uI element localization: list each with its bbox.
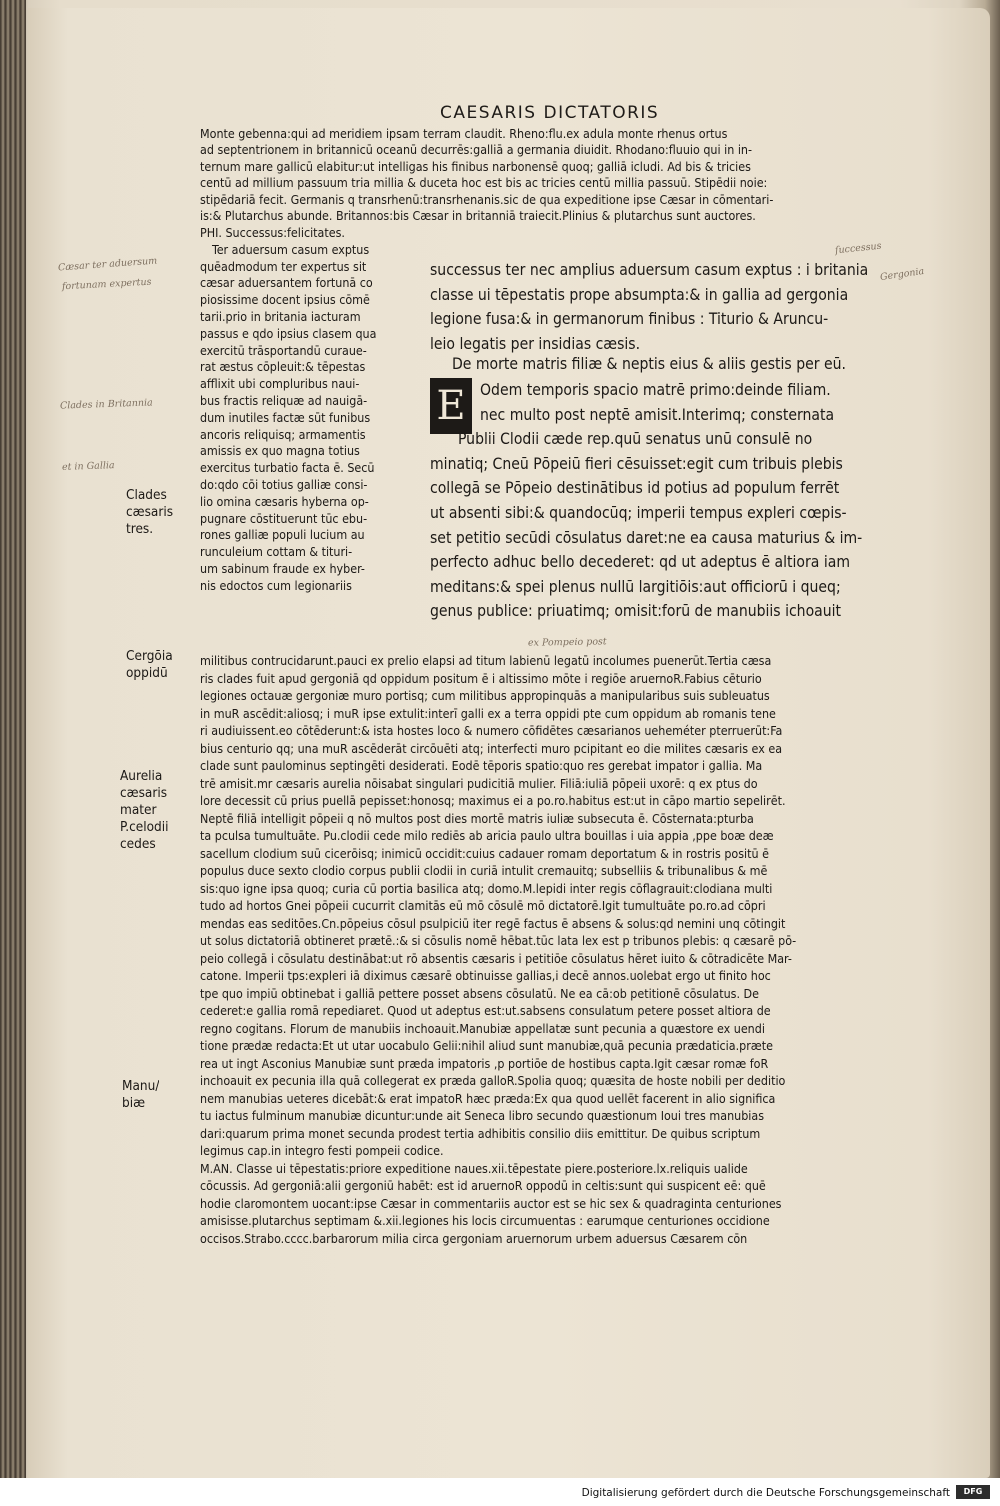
commentary-line: tu iactus fulminum manubiæ dicuntur:unde ait Seneca libro secundo quæstionum Ioui tres manubias bbox=[200, 1108, 765, 1123]
handwritten-note: et in Gallia bbox=[61, 460, 115, 473]
commentary-line: cæsar aduersantem fortunā co bbox=[200, 275, 373, 291]
commentary-line: clade sunt paulominus septingēti desiderati. Eodē tēporis spatio:quo res gerebat impator i gallia. Ma bbox=[200, 758, 763, 773]
margin-note-line: cæsaris bbox=[120, 785, 168, 801]
commentary-line: mendas eas seditōes.Cn.pōpeius cōsul psulpiciū iter regē factus ē absens & solus:qd nemini unq cōtingit bbox=[200, 915, 786, 931]
main-text-top bbox=[430, 258, 942, 356]
commentary-line: ad septentrionem in britannicū oceanū decurrēs:galliā a germania diuidit. Rhodano:fluuio qui in in- bbox=[200, 142, 753, 158]
digitization-footer bbox=[0, 1478, 1000, 1506]
commentary-line: Monte gebenna:qui ad meridiem ipsam terram claudit. Rheno:flu.ex adula monte rhenus ortus bbox=[200, 126, 728, 141]
commentary-line: legimus cap.in integro festi pompeii codice. bbox=[200, 1143, 444, 1158]
commentary-line: rones galliæ populi lucium au bbox=[200, 527, 365, 543]
commentary-line: catone. Imperii tps:expleri iā diximus cæsarē obtinuisse gallias,i decē annos.uolebat ergo ut finito hoc bbox=[200, 968, 771, 983]
commentary-line: exercitū trāsportandū curaue- bbox=[200, 342, 367, 358]
commentary-line: PHI. Successus:felicitates. bbox=[200, 225, 345, 240]
commentary-line: centū ad millium passuum tria millia & duceta hoc est bis ac tricies centū millia passuū. Stipēdii noie: bbox=[200, 175, 768, 191]
margin-note-line: mater bbox=[120, 802, 157, 818]
commentary-line: dari:quarum prima monet secunda prodest tertia adhibitis consilio diis emittitur. De quibus scriptum bbox=[200, 1125, 761, 1141]
commentary-line: nem manubias ueteres dicebāt:& erat impatoR hæc præda:Ex qua quod uellēt facerent in alio significa bbox=[200, 1090, 776, 1106]
commentary-line: runculeium cottam & tituri- bbox=[200, 544, 353, 560]
margin-note-line: biæ bbox=[122, 1095, 146, 1111]
main-text-line: meditans:& spei plenus nullū largitiōis:aut officiorū i queq; bbox=[430, 577, 841, 596]
commentary-top bbox=[200, 126, 940, 224]
main-text-line: minatiq; Cneū Pōpeiū fieri cēsuisset:egit cum tribuis plebis bbox=[430, 454, 843, 473]
margin-note-manubiae bbox=[122, 1078, 159, 1112]
commentary-line: bius centurio qq; una muR ascēderāt circōuēti atq; interfecti muro pcipitant eo die milites cæsaris ex ea bbox=[200, 740, 783, 756]
commentary-line: exercitus turbatio facta ē. Secū bbox=[200, 460, 375, 476]
commentary-line: hodie claromontem uocant:ipse Cæsar in commentariis auctor est se hic sex & quadraginta centuriones bbox=[200, 1195, 782, 1211]
commentary-line: cōcussis. Ad gergoniā:alii gergoniū habēt: est id aruernoR oppodū in celtis:sunt qui suspicent eē: quē bbox=[200, 1178, 766, 1193]
decorated-initial: E bbox=[430, 378, 472, 434]
commentary-line: in muR ascēdit:aliosq; i muR ipse extulit:interī galli ex a terra oppidi pte cum oppidum ab romanis tene bbox=[200, 705, 776, 721]
commentary-line: peio collegā i cōsulatu destinābat:ut rō absentis cæsaris i petitiōe cōsulatus hēret iuito & cōtradicēte Mar- bbox=[200, 950, 792, 966]
commentary-line: militibus contrucidarunt.pauci ex prelio elapsi ad titum labienū legatū incolumes puenerūt.Tertia cæsa bbox=[200, 653, 772, 668]
commentary-line: Neptē filiā intelligit pōpeii q nō multos post dies mortē matris iuliæ subsecuta ē. Cōsternata:pturba bbox=[200, 810, 754, 826]
commentary-line: afflixit ubi compluribus naui- bbox=[200, 376, 360, 392]
commentary-line: tudo ad hortos Gnei pōpeii cucurrit clamitās eū mō cōsulē mō dictatorē.Igit tumultuāte po.ro.ad cōpri bbox=[200, 898, 766, 913]
margin-note-line: Cergōia bbox=[126, 648, 173, 664]
commentary-line: trē amisit.mr cæsaris aurelia nōisabat singulari pudicitiā mulier. Filiā:iuliā pōpeii uxorē: q ex ptus do bbox=[200, 775, 758, 791]
commentary-line: ternum mare gallicū elabitur:ut intelligas his finibus narbonensē quoq; galliā icludi. Ad bis & tricies bbox=[200, 158, 751, 174]
commentary-line: legiones octauæ gergoniæ muro portisq; cum militibus appropinquās a manipularibus suis subleuatus bbox=[200, 688, 770, 703]
commentary-line: occisos.Strabo.cccc.barbarorum milia circa gergoniam aruernorum urbem aduersus Cæsarem cōn bbox=[200, 1230, 748, 1246]
main-text-line: Publii Clodii cæde rep.quū senatus unū consulē no bbox=[458, 430, 813, 449]
handwritten-note: Gergonia bbox=[879, 265, 925, 284]
commentary-line: populus duce sexto clodio corpus publii clodii in curiā intulit cremauitq; subselliis & tribunalibus & mē bbox=[200, 863, 768, 878]
commentary-line: regno cogitans. Florum de manubiis inchoauit.Manubiæ appellatæ sunt pecunia a quæstore ex uendi bbox=[200, 1020, 765, 1036]
commentary-line: um sabinum fraude ex hyber- bbox=[200, 560, 365, 576]
main-text-line: Odem temporis spacio matrē primo:deinde filiam. bbox=[480, 381, 831, 399]
main-text-line: legione fusa:& in germanorum finibus : Titurio & Aruncu- bbox=[430, 310, 829, 329]
commentary-left bbox=[200, 225, 422, 595]
running-head: CAESARIS DICTATORIS bbox=[440, 103, 660, 123]
commentary-line: M.AN. Classe ui tēpestatis:priore expeditione naues.xii.tēpestate piere.posteriore.lx.reliquis ualide bbox=[200, 1160, 748, 1176]
handwritten-note: fortunam expertus bbox=[61, 276, 152, 293]
commentary-line: tarii.prio in britania iacturam bbox=[200, 308, 361, 324]
margin-note-line: cedes bbox=[120, 836, 156, 852]
commentary-line: tione prædæ redacta:Et ut utar uocabulo Gelii:nihil aliud sunt manubiæ,quā pecunia prædaticia.præte bbox=[200, 1038, 773, 1053]
commentary-line: piosissime docent ipsius cōmē bbox=[200, 292, 370, 308]
commentary-line: inchoauit ex pecunia illa quā collegerat ex præda galloR.Spolia quoq; quæsita de hoste nobili per deditio bbox=[200, 1073, 786, 1088]
commentary-line: tpe quo impiū obtinebat i galliā pettere posset absens cōsulatū. Ne ea cā:ob petitionē cōsulatus. De bbox=[200, 985, 759, 1001]
margin-note-clades bbox=[126, 487, 173, 538]
margin-note-line: P.celodii bbox=[120, 819, 169, 835]
main-text-line: nec multo post neptē amisit.Interimq; consternata bbox=[480, 405, 835, 424]
commentary-line: ut solus dictatoriā obtineret prætē.:& si cōsulis nomē hēbat.tūc lata lex est p tribunos plebis: q cæsarē pō- bbox=[200, 933, 797, 948]
main-text-line: perfecto adhuc bello decederet: qd ut adeptus ē altiora iam bbox=[430, 553, 850, 572]
main-text-line: set petitio secūdi cōsulatus daret:ne ea causa maturius & im- bbox=[430, 528, 863, 547]
page-edge bbox=[0, 0, 26, 1480]
margin-note-line: Manu/ bbox=[122, 1078, 160, 1094]
commentary-line: quēadmodum ter expertus sit bbox=[200, 258, 367, 274]
commentary-line: Ter aduersum casum exptus bbox=[212, 241, 370, 257]
commentary-line: ris clades fuit apud gergoniā qd oppidum positum ē i altissimo mōte i regiōe aruernoR.Fabius cēturio bbox=[200, 670, 762, 686]
commentary-line: pugnare cōstituerunt tūc ebu- bbox=[200, 510, 368, 526]
commentary-line: nis edoctos cum legionariis bbox=[200, 577, 352, 593]
funding-notice: Digitalisierung gefördert durch die Deutsche Forschungsgemeinschaft bbox=[581, 1487, 950, 1499]
commentary-line: dum inutiles factæ sūt funibus bbox=[200, 409, 371, 425]
margin-note-aurelia bbox=[120, 768, 169, 853]
chapter-heading: De morte matris filiæ & neptis eius & aliis gestis per eū. bbox=[452, 355, 846, 373]
margin-note-cergonia bbox=[126, 648, 173, 682]
main-text-line: genus publice: priuatimq; omisit:forū de manubiis ichoauit bbox=[430, 602, 842, 621]
handwritten-note: ſuccessus bbox=[834, 240, 883, 257]
commentary-line: do:qdo cōi totius galliæ consi- bbox=[200, 476, 368, 492]
commentary-line: is:& Plutarchus abunde. Britannos:bis Cæsar in britanniā traiecit.Plinius & plutarchus sunt auctores. bbox=[200, 208, 756, 224]
commentary-line: amisisse.plutarchus septimam &.xii.legiones his locis circumuentas : earumque centuriones occidione bbox=[200, 1213, 770, 1228]
margin-note-line: Aurelia bbox=[120, 768, 163, 784]
commentary-line: lio omina cæsaris hyberna op- bbox=[200, 493, 369, 509]
main-text-body bbox=[430, 378, 942, 624]
commentary-line: sacellum clodium suū cicerōisq; inimicū occidit:cuius cadauer romam deportatum & in rostris positū ē bbox=[200, 845, 769, 861]
handwritten-note: ex Pompeio post bbox=[527, 636, 607, 649]
handwritten-note: Clades in Britannia bbox=[59, 397, 153, 412]
commentary-line: lore decessit cū prius puellā pepisset:honosq; maximus ei a po.ro.habitus est:ut in cāpo martio sepelirēt. bbox=[200, 793, 786, 808]
commentary-line: ri audiuissent.eo cōtēderunt:& ista hostes loco & numero cōfidētes cæsarianos ueheméter pterruerūt:Fa bbox=[200, 723, 783, 738]
margin-note-line: tres. bbox=[126, 521, 154, 537]
commentary-line: ta pculsa tumultuāte. Pu.clodii cede milo rediēs ab aricia paulo ultra bouillas i uia appia ,ppe boæ deæ bbox=[200, 828, 774, 843]
dfg-logo: DFG bbox=[956, 1485, 990, 1499]
commentary-line: ancoris reliquisq; armamentis bbox=[200, 426, 366, 442]
commentary-line: sis:quo igne ipsa quoq; curia cū portia basilica atq; domo.M.lepidi inter regis cōflagrauit:clodiana multi bbox=[200, 880, 773, 896]
commentary-line: rea ut ingt Asconius Manubiæ sunt præda impatoris ,p portiōe de hostibus capta.Igit cæsar romæ foR bbox=[200, 1055, 769, 1071]
margin-note-line: Clades bbox=[126, 487, 167, 503]
main-text-line: classe ui tēpestatis prope absumpta:& in gallia ad gergonia bbox=[430, 285, 849, 304]
commentary-line: passus e qdo ipsius clasem qua bbox=[200, 325, 377, 341]
commentary-line: rat æstus cōpleuit:& tēpestas bbox=[200, 359, 366, 375]
handwritten-note: Cæsar ter aduersum bbox=[57, 255, 158, 274]
commentary-line: amissis ex quo magna totius bbox=[200, 443, 360, 459]
commentary-bottom bbox=[200, 652, 942, 1247]
margin-note-line: cæsaris bbox=[126, 504, 174, 520]
commentary-line: bus fractis reliquæ ad nauigā- bbox=[200, 392, 368, 408]
main-text-line: successus ter nec amplius aduersum casum exptus : i britania bbox=[430, 261, 869, 279]
commentary-line: cederet:e gallia romā repediaret. Quod ut adeptus est:ut.sabsens consulatum petere posset altiora de bbox=[200, 1003, 771, 1018]
main-text-line: leio legatis per insidias cæsis. bbox=[430, 334, 641, 353]
main-text-line: collegā se Pōpeio destinātibus id potius ad populum ferrēt bbox=[430, 479, 840, 498]
commentary-line: stipēdariā fecit. Germanis q transrhenū:transrhenanis.sic de qua expeditione ipse Cæsar in cōmentari- bbox=[200, 191, 774, 207]
main-text-line: ut absenti sibi:& quandocūq; imperii tempus expleri cœpis- bbox=[430, 503, 847, 522]
margin-note-line: oppidū bbox=[126, 665, 168, 681]
